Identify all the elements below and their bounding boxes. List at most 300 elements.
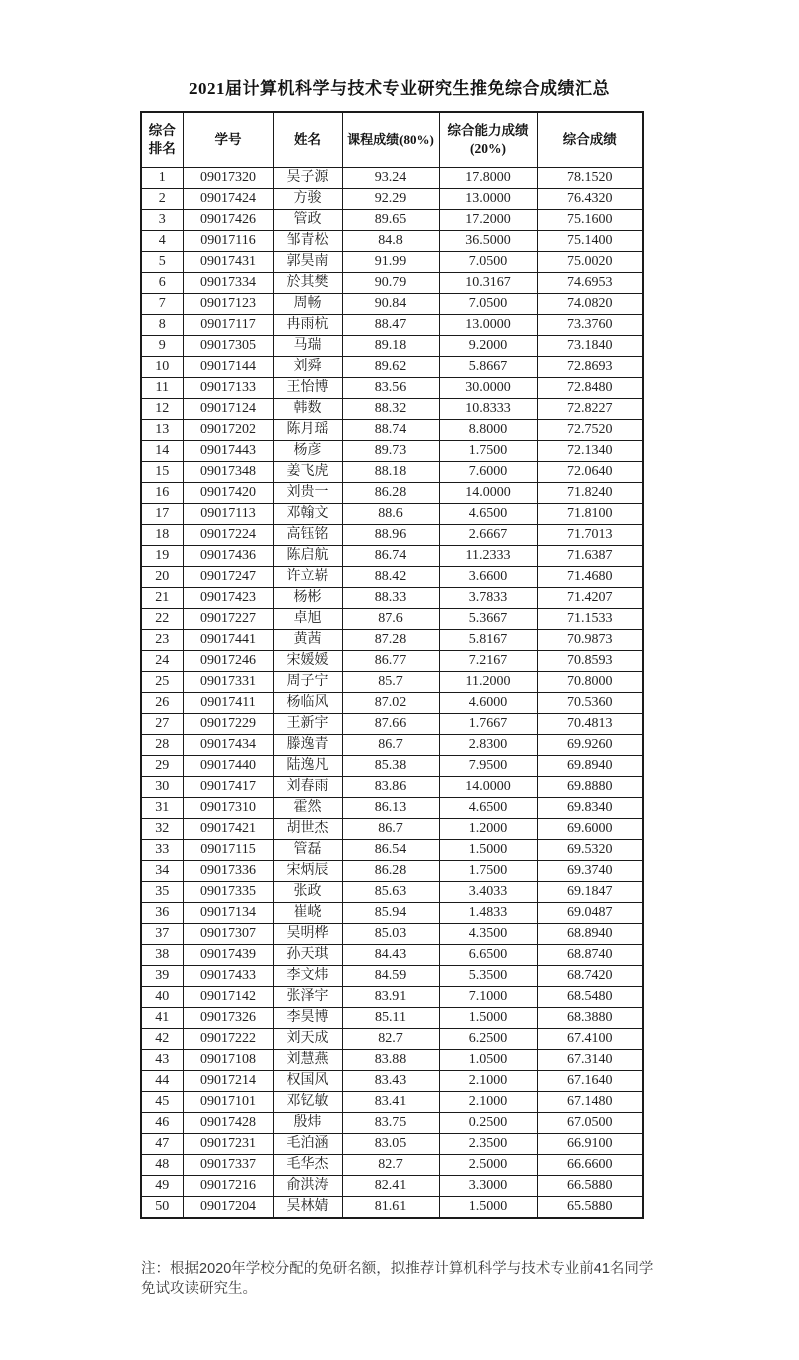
- student-id-cell: 09017222: [183, 1029, 273, 1050]
- student-id-cell: 09017214: [183, 1071, 273, 1092]
- ability-score-cell: 36.5000: [439, 231, 537, 252]
- ability-score-cell: 7.6000: [439, 462, 537, 483]
- table-row: [141, 861, 643, 882]
- student-id-cell: 09017224: [183, 525, 273, 546]
- rank-cell: 35: [141, 882, 183, 903]
- rank-cell: 27: [141, 714, 183, 735]
- ability-score-cell: 10.8333: [439, 399, 537, 420]
- name-cell: 陆逸凡: [273, 756, 342, 777]
- rank-cell: 4: [141, 231, 183, 252]
- name-cell: 姜飞虎: [273, 462, 342, 483]
- course-score-cell: 89.65: [342, 210, 439, 231]
- total-score-cell: 67.4100: [537, 1029, 643, 1050]
- student-id-cell: 09017320: [183, 168, 273, 189]
- name-cell: 霍然: [273, 798, 342, 819]
- table-row: [141, 441, 643, 462]
- course-score-cell: 82.7: [342, 1029, 439, 1050]
- ability-score-cell: 1.5000: [439, 1008, 537, 1029]
- name-cell: 胡世杰: [273, 819, 342, 840]
- rank-cell: 47: [141, 1134, 183, 1155]
- table-row: [141, 798, 643, 819]
- rank-cell: 43: [141, 1050, 183, 1071]
- ability-score-cell: 2.1000: [439, 1071, 537, 1092]
- rank-cell: 40: [141, 987, 183, 1008]
- name-cell: 郭昊南: [273, 252, 342, 273]
- total-score-cell: 75.1400: [537, 231, 643, 252]
- rank-cell: 11: [141, 378, 183, 399]
- course-score-cell: 83.43: [342, 1071, 439, 1092]
- course-score-cell: 84.8: [342, 231, 439, 252]
- total-score-cell: 68.3880: [537, 1008, 643, 1029]
- name-cell: 黄茜: [273, 630, 342, 651]
- ability-score-cell: 17.8000: [439, 168, 537, 189]
- table-row: [141, 672, 643, 693]
- ability-score-cell: 0.2500: [439, 1113, 537, 1134]
- course-score-cell: 86.7: [342, 735, 439, 756]
- table-row: [141, 693, 643, 714]
- name-cell: 邓翰文: [273, 504, 342, 525]
- course-score-cell: 87.28: [342, 630, 439, 651]
- total-score-cell: 69.5320: [537, 840, 643, 861]
- ability-score-cell: 7.0500: [439, 252, 537, 273]
- course-score-cell: 85.03: [342, 924, 439, 945]
- total-score-cell: 69.0487: [537, 903, 643, 924]
- rank-cell: 2: [141, 189, 183, 210]
- ability-score-cell: 4.3500: [439, 924, 537, 945]
- name-cell: 周子宁: [273, 672, 342, 693]
- ability-score-cell: 1.0500: [439, 1050, 537, 1071]
- ability-score-cell: 2.3500: [439, 1134, 537, 1155]
- table-row: [141, 504, 643, 525]
- course-score-cell: 85.94: [342, 903, 439, 924]
- student-id-cell: 09017246: [183, 651, 273, 672]
- rank-cell: 25: [141, 672, 183, 693]
- student-id-cell: 09017142: [183, 987, 273, 1008]
- student-id-cell: 09017411: [183, 693, 273, 714]
- rank-cell: 15: [141, 462, 183, 483]
- course-score-cell: 86.13: [342, 798, 439, 819]
- ability-score-cell: 30.0000: [439, 378, 537, 399]
- table-row: [141, 966, 643, 987]
- student-id-cell: 09017115: [183, 840, 273, 861]
- total-score-cell: 66.6600: [537, 1155, 643, 1176]
- ability-score-cell: 4.6500: [439, 504, 537, 525]
- rank-cell: 9: [141, 336, 183, 357]
- name-cell: 毛华杰: [273, 1155, 342, 1176]
- total-score-cell: 74.0820: [537, 294, 643, 315]
- student-id-cell: 09017439: [183, 945, 273, 966]
- course-score-cell: 84.43: [342, 945, 439, 966]
- table-row: [141, 546, 643, 567]
- header-ability-score: 综合能力成绩(20%): [439, 112, 537, 168]
- ability-score-cell: 7.9500: [439, 756, 537, 777]
- total-score-cell: 71.7013: [537, 525, 643, 546]
- table-row: [141, 273, 643, 294]
- course-score-cell: 87.02: [342, 693, 439, 714]
- total-score-cell: 75.0020: [537, 252, 643, 273]
- rank-cell: 12: [141, 399, 183, 420]
- name-cell: 马瑞: [273, 336, 342, 357]
- course-score-cell: 92.29: [342, 189, 439, 210]
- total-score-cell: 70.9873: [537, 630, 643, 651]
- table-row: [141, 462, 643, 483]
- ability-score-cell: 14.0000: [439, 777, 537, 798]
- student-id-cell: 09017326: [183, 1008, 273, 1029]
- course-score-cell: 91.99: [342, 252, 439, 273]
- ability-score-cell: 8.8000: [439, 420, 537, 441]
- name-cell: 吴明桦: [273, 924, 342, 945]
- rank-cell: 3: [141, 210, 183, 231]
- rank-cell: 29: [141, 756, 183, 777]
- name-cell: 殷炜: [273, 1113, 342, 1134]
- ability-score-cell: 1.5000: [439, 840, 537, 861]
- ability-score-cell: 9.2000: [439, 336, 537, 357]
- rank-cell: 6: [141, 273, 183, 294]
- total-score-cell: 71.4207: [537, 588, 643, 609]
- total-score-cell: 78.1520: [537, 168, 643, 189]
- header-total-score: 综合成绩: [537, 112, 643, 168]
- ability-score-cell: 13.0000: [439, 189, 537, 210]
- name-cell: 滕逸青: [273, 735, 342, 756]
- total-score-cell: 71.1533: [537, 609, 643, 630]
- course-score-cell: 86.77: [342, 651, 439, 672]
- ability-score-cell: 14.0000: [439, 483, 537, 504]
- table-row: [141, 168, 643, 189]
- ability-score-cell: 2.8300: [439, 735, 537, 756]
- student-id-cell: 09017116: [183, 231, 273, 252]
- table-row: [141, 756, 643, 777]
- ability-score-cell: 1.5000: [439, 1197, 537, 1219]
- table-row: [141, 1029, 643, 1050]
- total-score-cell: 67.1640: [537, 1071, 643, 1092]
- student-id-cell: 09017229: [183, 714, 273, 735]
- course-score-cell: 86.28: [342, 861, 439, 882]
- rank-cell: 32: [141, 819, 183, 840]
- ability-score-cell: 3.7833: [439, 588, 537, 609]
- footnote: [141, 1259, 669, 1300]
- name-cell: 邹青松: [273, 231, 342, 252]
- rank-cell: 28: [141, 735, 183, 756]
- table-row: [141, 1134, 643, 1155]
- name-cell: 方骏: [273, 189, 342, 210]
- name-cell: 高钰铭: [273, 525, 342, 546]
- ability-score-cell: 2.1000: [439, 1092, 537, 1113]
- table-row: [141, 1197, 643, 1219]
- rank-cell: 24: [141, 651, 183, 672]
- name-cell: 张政: [273, 882, 342, 903]
- ability-score-cell: 11.2000: [439, 672, 537, 693]
- course-score-cell: 89.18: [342, 336, 439, 357]
- name-cell: 权国风: [273, 1071, 342, 1092]
- table-row: [141, 1113, 643, 1134]
- rank-cell: 22: [141, 609, 183, 630]
- name-cell: 张泽宇: [273, 987, 342, 1008]
- name-cell: 王新宇: [273, 714, 342, 735]
- student-id-cell: 09017144: [183, 357, 273, 378]
- name-cell: 陈启航: [273, 546, 342, 567]
- rank-cell: 48: [141, 1155, 183, 1176]
- table-row: [141, 1008, 643, 1029]
- total-score-cell: 71.8240: [537, 483, 643, 504]
- ability-score-cell: 7.0500: [439, 294, 537, 315]
- student-id-cell: 09017227: [183, 609, 273, 630]
- course-score-cell: 83.86: [342, 777, 439, 798]
- ability-score-cell: 5.3667: [439, 609, 537, 630]
- total-score-cell: 69.3740: [537, 861, 643, 882]
- name-cell: 陈月瑶: [273, 420, 342, 441]
- score-table: [140, 111, 644, 1219]
- total-score-cell: 67.1480: [537, 1092, 643, 1113]
- student-id-cell: 09017434: [183, 735, 273, 756]
- footnote-line-2: 免试攻读研究生。: [141, 1281, 257, 1298]
- student-id-cell: 09017431: [183, 252, 273, 273]
- table-row: [141, 735, 643, 756]
- course-score-cell: 88.47: [342, 315, 439, 336]
- rank-cell: 19: [141, 546, 183, 567]
- student-id-cell: 09017133: [183, 378, 273, 399]
- rank-cell: 20: [141, 567, 183, 588]
- course-score-cell: 89.73: [342, 441, 439, 462]
- student-id-cell: 09017336: [183, 861, 273, 882]
- table-row: [141, 1176, 643, 1197]
- ability-score-cell: 2.6667: [439, 525, 537, 546]
- rank-cell: 18: [141, 525, 183, 546]
- student-id-cell: 09017433: [183, 966, 273, 987]
- rank-cell: 1: [141, 168, 183, 189]
- course-score-cell: 83.41: [342, 1092, 439, 1113]
- student-id-cell: 09017123: [183, 294, 273, 315]
- rank-cell: 44: [141, 1071, 183, 1092]
- name-cell: 刘舜: [273, 357, 342, 378]
- name-cell: 刘慧燕: [273, 1050, 342, 1071]
- course-score-cell: 82.7: [342, 1155, 439, 1176]
- ability-score-cell: 6.6500: [439, 945, 537, 966]
- name-cell: 宋炳辰: [273, 861, 342, 882]
- table-row: [141, 357, 643, 378]
- student-id-cell: 09017305: [183, 336, 273, 357]
- total-score-cell: 74.6953: [537, 273, 643, 294]
- rank-cell: 14: [141, 441, 183, 462]
- table-row: [141, 189, 643, 210]
- student-id-cell: 09017424: [183, 189, 273, 210]
- total-score-cell: 72.8227: [537, 399, 643, 420]
- rank-cell: 30: [141, 777, 183, 798]
- rank-cell: 31: [141, 798, 183, 819]
- student-id-cell: 09017134: [183, 903, 273, 924]
- rank-cell: 39: [141, 966, 183, 987]
- course-score-cell: 87.66: [342, 714, 439, 735]
- table-row: [141, 567, 643, 588]
- table-row: [141, 777, 643, 798]
- course-score-cell: 86.74: [342, 546, 439, 567]
- name-cell: 韩数: [273, 399, 342, 420]
- name-cell: 俞洪涛: [273, 1176, 342, 1197]
- table-row: [141, 294, 643, 315]
- ability-score-cell: 3.4033: [439, 882, 537, 903]
- name-cell: 周畅: [273, 294, 342, 315]
- course-score-cell: 88.18: [342, 462, 439, 483]
- name-cell: 管磊: [273, 840, 342, 861]
- course-score-cell: 90.84: [342, 294, 439, 315]
- name-cell: 崔峣: [273, 903, 342, 924]
- student-id-cell: 09017417: [183, 777, 273, 798]
- ability-score-cell: 4.6000: [439, 693, 537, 714]
- ability-score-cell: 13.0000: [439, 315, 537, 336]
- table-row: [141, 336, 643, 357]
- header-student-id: 学号: [183, 112, 273, 168]
- ability-score-cell: 1.7500: [439, 861, 537, 882]
- course-score-cell: 88.6: [342, 504, 439, 525]
- table-row: [141, 882, 643, 903]
- rank-cell: 23: [141, 630, 183, 651]
- name-cell: 刘贵一: [273, 483, 342, 504]
- total-score-cell: 69.1847: [537, 882, 643, 903]
- table-row: [141, 1155, 643, 1176]
- student-id-cell: 09017423: [183, 588, 273, 609]
- student-id-cell: 09017440: [183, 756, 273, 777]
- name-cell: 王怡博: [273, 378, 342, 399]
- table-row: [141, 210, 643, 231]
- course-score-cell: 84.59: [342, 966, 439, 987]
- name-cell: 杨彦: [273, 441, 342, 462]
- course-score-cell: 83.05: [342, 1134, 439, 1155]
- table-row: [141, 1092, 643, 1113]
- student-id-cell: 09017231: [183, 1134, 273, 1155]
- table-row: [141, 819, 643, 840]
- header-name: 姓名: [273, 112, 342, 168]
- table-row: [141, 945, 643, 966]
- course-score-cell: 88.74: [342, 420, 439, 441]
- rank-cell: 21: [141, 588, 183, 609]
- footnote-line-1: 注：根据2020年学校分配的免研名额，拟推荐计算机科学与技术专业前41名同学: [141, 1261, 654, 1277]
- name-cell: 许立崭: [273, 567, 342, 588]
- student-id-cell: 09017204: [183, 1197, 273, 1219]
- rank-cell: 46: [141, 1113, 183, 1134]
- rank-cell: 49: [141, 1176, 183, 1197]
- total-score-cell: 71.8100: [537, 504, 643, 525]
- total-score-cell: 71.4680: [537, 567, 643, 588]
- course-score-cell: 85.11: [342, 1008, 439, 1029]
- rank-cell: 7: [141, 294, 183, 315]
- student-id-cell: 09017426: [183, 210, 273, 231]
- table-row: [141, 987, 643, 1008]
- table-row: [141, 714, 643, 735]
- name-cell: 於其樊: [273, 273, 342, 294]
- course-score-cell: 88.32: [342, 399, 439, 420]
- course-score-cell: 86.28: [342, 483, 439, 504]
- total-score-cell: 72.7520: [537, 420, 643, 441]
- header-rank: 综合排名: [141, 112, 183, 168]
- course-score-cell: 82.41: [342, 1176, 439, 1197]
- score-table-body: [141, 168, 643, 1219]
- rank-cell: 38: [141, 945, 183, 966]
- course-score-cell: 87.6: [342, 609, 439, 630]
- score-table-header: [141, 112, 643, 168]
- header-course-score: 课程成绩(80%): [342, 112, 439, 168]
- total-score-cell: 72.8480: [537, 378, 643, 399]
- total-score-cell: 68.7420: [537, 966, 643, 987]
- ability-score-cell: 1.2000: [439, 819, 537, 840]
- student-id-cell: 09017113: [183, 504, 273, 525]
- name-cell: 卓旭: [273, 609, 342, 630]
- page-title: 2021届计算机科学与技术专业研究生推免综合成绩汇总: [189, 79, 610, 98]
- rank-cell: 45: [141, 1092, 183, 1113]
- student-id-cell: 09017108: [183, 1050, 273, 1071]
- total-score-cell: 69.6000: [537, 819, 643, 840]
- course-score-cell: 86.7: [342, 819, 439, 840]
- student-id-cell: 09017337: [183, 1155, 273, 1176]
- table-row: [141, 903, 643, 924]
- rank-cell: 50: [141, 1197, 183, 1219]
- ability-score-cell: 5.8167: [439, 630, 537, 651]
- total-score-cell: 67.0500: [537, 1113, 643, 1134]
- total-score-cell: 68.8740: [537, 945, 643, 966]
- total-score-cell: 70.4813: [537, 714, 643, 735]
- student-id-cell: 09017334: [183, 273, 273, 294]
- table-row: [141, 1050, 643, 1071]
- rank-cell: 37: [141, 924, 183, 945]
- ability-score-cell: 7.1000: [439, 987, 537, 1008]
- total-score-cell: 71.6387: [537, 546, 643, 567]
- ability-score-cell: 3.3000: [439, 1176, 537, 1197]
- name-cell: 杨临风: [273, 693, 342, 714]
- total-score-cell: 70.8593: [537, 651, 643, 672]
- rank-cell: 41: [141, 1008, 183, 1029]
- total-score-cell: 70.5360: [537, 693, 643, 714]
- ability-score-cell: 2.5000: [439, 1155, 537, 1176]
- table-row: [141, 651, 643, 672]
- total-score-cell: 75.1600: [537, 210, 643, 231]
- course-score-cell: 85.38: [342, 756, 439, 777]
- name-cell: 刘春雨: [273, 777, 342, 798]
- rank-cell: 26: [141, 693, 183, 714]
- total-score-cell: 66.5880: [537, 1176, 643, 1197]
- table-row: [141, 525, 643, 546]
- table-row: [141, 315, 643, 336]
- ability-score-cell: 7.2167: [439, 651, 537, 672]
- total-score-cell: 72.8693: [537, 357, 643, 378]
- ability-score-cell: 1.7500: [439, 441, 537, 462]
- total-score-cell: 67.3140: [537, 1050, 643, 1071]
- student-id-cell: 09017436: [183, 546, 273, 567]
- rank-cell: 34: [141, 861, 183, 882]
- name-cell: 邓钇敏: [273, 1092, 342, 1113]
- table-row: [141, 420, 643, 441]
- student-id-cell: 09017441: [183, 630, 273, 651]
- total-score-cell: 76.4320: [537, 189, 643, 210]
- header-row: [141, 112, 643, 168]
- total-score-cell: 69.8340: [537, 798, 643, 819]
- ability-score-cell: 4.6500: [439, 798, 537, 819]
- rank-cell: 10: [141, 357, 183, 378]
- table-row: [141, 1071, 643, 1092]
- course-score-cell: 90.79: [342, 273, 439, 294]
- student-id-cell: 09017101: [183, 1092, 273, 1113]
- total-score-cell: 66.9100: [537, 1134, 643, 1155]
- rank-cell: 16: [141, 483, 183, 504]
- rank-cell: 5: [141, 252, 183, 273]
- student-id-cell: 09017310: [183, 798, 273, 819]
- name-cell: 孙天琪: [273, 945, 342, 966]
- course-score-cell: 86.54: [342, 840, 439, 861]
- student-id-cell: 09017421: [183, 819, 273, 840]
- rank-cell: 36: [141, 903, 183, 924]
- table-row: [141, 399, 643, 420]
- table-row: [141, 630, 643, 651]
- total-score-cell: 68.8940: [537, 924, 643, 945]
- course-score-cell: 83.88: [342, 1050, 439, 1071]
- table-row: [141, 588, 643, 609]
